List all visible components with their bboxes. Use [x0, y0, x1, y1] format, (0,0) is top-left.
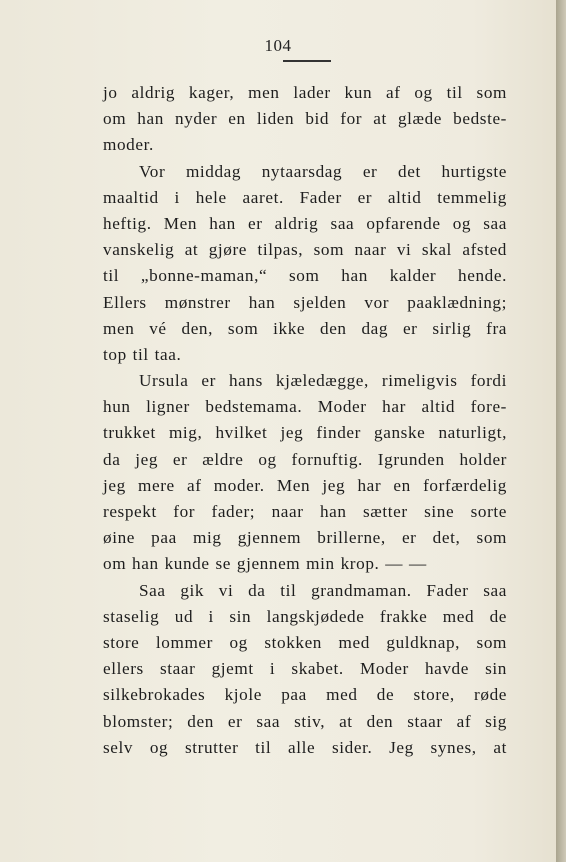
- text-line: blomster; den er saa stiv, at den staar af sig: [103, 711, 507, 731]
- page-number: 104: [264, 36, 292, 55]
- text-line: Ellers mønstrer han sjelden vor paaklædning;: [103, 292, 507, 312]
- text-line: heftig. Men han er aldrig saa opfarende og saa: [103, 213, 507, 233]
- text-line: Saa gik vi da til grandmaman. Fader saa: [139, 580, 507, 600]
- text-line: trukket mig, hvilket jeg finder ganske naturligt,: [103, 423, 507, 443]
- text-line: staselig ud i sin langskjødede frakke med de: [103, 606, 507, 626]
- text-line: ellers staar gjemt i skabet. Moder havde sin: [103, 659, 507, 679]
- body-text: [103, 80, 507, 761]
- text-line: øine paa mig gjennem brillerne, er det, som: [103, 528, 507, 548]
- page-number-rule: [283, 60, 331, 62]
- page-edge: [556, 0, 566, 862]
- text-line: til „bonne-maman,“ som han kalder hende.: [103, 266, 507, 286]
- text-line: hun ligner bedstemama. Moder har altid fore-: [103, 397, 507, 417]
- paragraph: [103, 80, 507, 159]
- paragraph: [103, 368, 507, 578]
- text-line: silkebrokades kjole paa med de store, røde: [103, 685, 507, 705]
- text-line: da jeg er ældre og fornuftig. Igrunden holder: [103, 449, 507, 469]
- text-line: respekt for fader; naar han sætter sine sorte: [103, 502, 507, 521]
- text-line: jeg mere af moder. Men jeg har en forfærdelig: [103, 475, 507, 495]
- text-line: Ursula er hans kjæledægge, rimeligvis fordi: [139, 371, 507, 391]
- text-line: jo aldrig kager, men lader kun af og til som: [103, 83, 507, 102]
- paragraph: [103, 578, 507, 761]
- text-line: store lommer og stokken med guldknap, som: [103, 632, 507, 652]
- text-line: Vor middag nytaarsdag er det hurtigste: [139, 161, 507, 181]
- paragraph: [103, 159, 507, 369]
- text-line: om han nyder en liden bid for at glæde bedste-: [103, 109, 507, 129]
- text-line: vanskelig at gjøre tilpas, som naar vi skal afsted: [103, 240, 507, 260]
- text-line: top til taa.: [103, 344, 182, 364]
- text-line: men vé den, som ikke den dag er sirlig fra: [103, 318, 507, 338]
- text-line: om han kunde se gjennem min krop. — —: [103, 554, 427, 574]
- text-line: selv og strutter til alle sider. Jeg synes, at: [103, 737, 507, 757]
- text-line: maaltid i hele aaret. Fader er altid temmelig: [103, 187, 507, 207]
- text-line: moder.: [103, 135, 154, 155]
